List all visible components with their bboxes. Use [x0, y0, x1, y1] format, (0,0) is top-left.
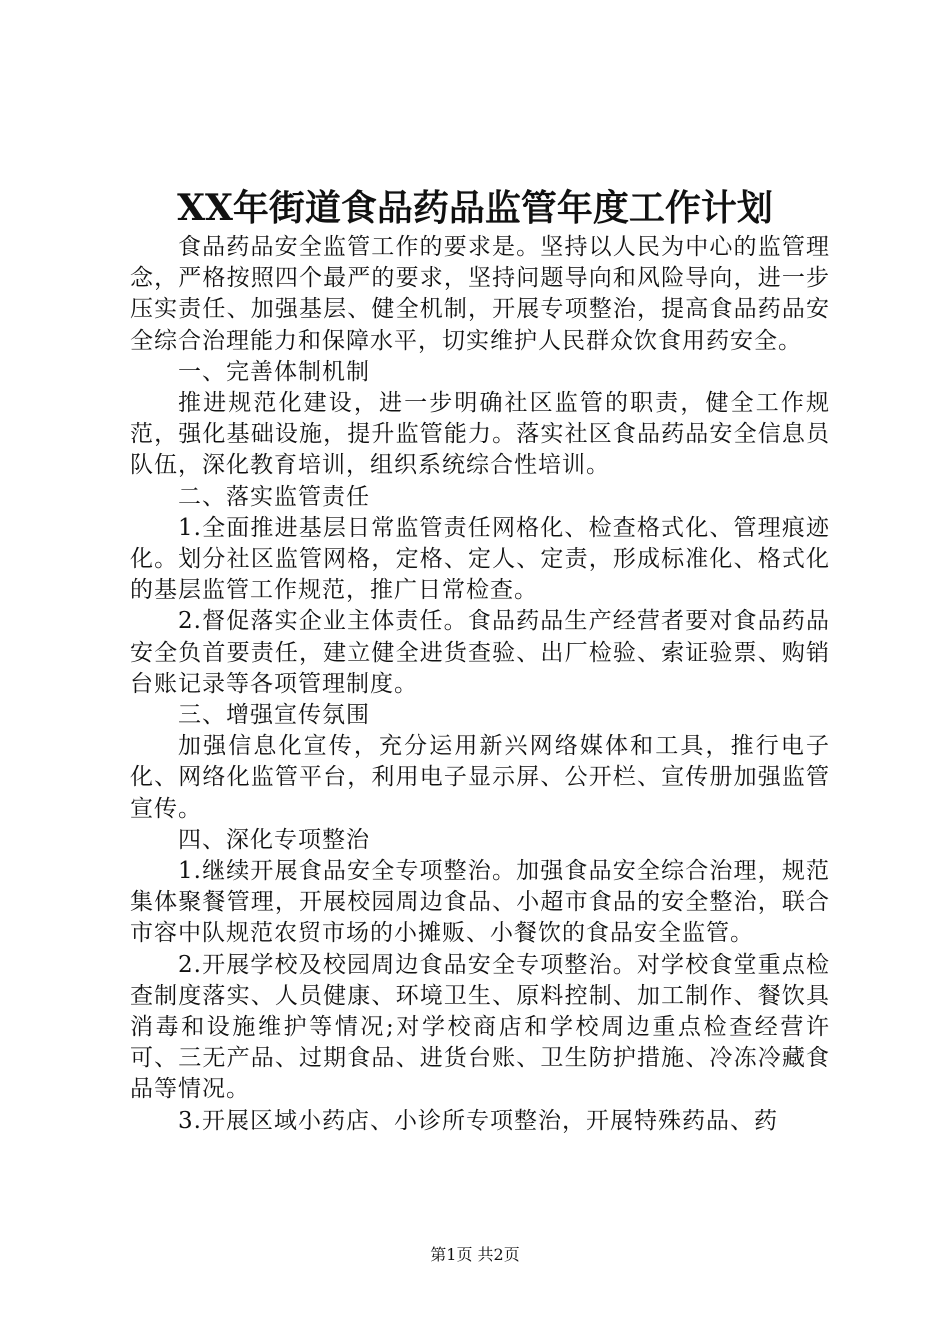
section-4-item-2: 2.开展学校及校园周边食品安全专项整治。对学校食堂重点检查制度落实、人员健康、环境卫生、原料控制、加工制作、餐饮具消毒和设施维护等情况;对学校商店和学校周边重点检查经营许可、三无产品、过期食品、进货台账、卫生防护措施、冷冻冷藏食品等情况。 [130, 951, 830, 1103]
section-2-item-2: 2.督促落实企业主体责任。食品药品生产经营者要对食品药品安全负首要责任，建立健全进货查验、出厂检验、索证验票、购销台账记录等各项管理制度。 [130, 608, 830, 697]
section-heading-2: 二、落实监管责任 [178, 483, 370, 510]
document-title: XX年街道食品药品监管年度工作计划 [177, 187, 773, 229]
section-4-item-3: 3.开展区域小药店、小诊所专项整治，开展特殊药品、药 [178, 1107, 778, 1134]
intro-paragraph: 食品药品安全监管工作的要求是。坚持以人民为中心的监管理念，严格按照四个最严的要求，坚持问题导向和风险导向，进一步压实责任、加强基层、健全机制，开展专项整治，提高食品药品安全综合治理能力和保障水平，切实维护人民群众饮食用药安全。 [130, 234, 830, 354]
section-heading-1: 一、完善体制机制 [178, 358, 370, 385]
page-number-footer: 第1页 共2页 [430, 1245, 520, 1264]
section-heading-3: 三、增强宣传氛围 [178, 702, 370, 729]
section-1-paragraph: 推进规范化建设，进一步明确社区监管的职责，健全工作规范，强化基础设施，提升监管能力。落实社区食品药品安全信息员队伍，深化教育培训，组织系统综合性培训。 [130, 390, 830, 479]
section-3-paragraph: 加强信息化宣传，充分运用新兴网络媒体和工具，推行电子化、网络化监管平台，利用电子显示屏、公开栏、宣传册加强监管宣传。 [130, 733, 830, 822]
section-2-item-1: 1.全面推进基层日常监管责任网格化、检查格式化、管理痕迹化。划分社区监管网格，定格、定人、定责，形成标准化、格式化的基层监管工作规范，推广日常检查。 [130, 514, 830, 604]
document-body [130, 232, 830, 1137]
section-heading-4: 四、深化专项整治 [178, 826, 370, 853]
section-4-item-1: 1.继续开展食品安全专项整治。加强食品安全综合治理，规范集体聚餐管理，开展校园周边食品、小超市食品的安全整治，联合市容中队规范农贸市场的小摊贩、小餐饮的食品安全监管。 [130, 858, 830, 947]
